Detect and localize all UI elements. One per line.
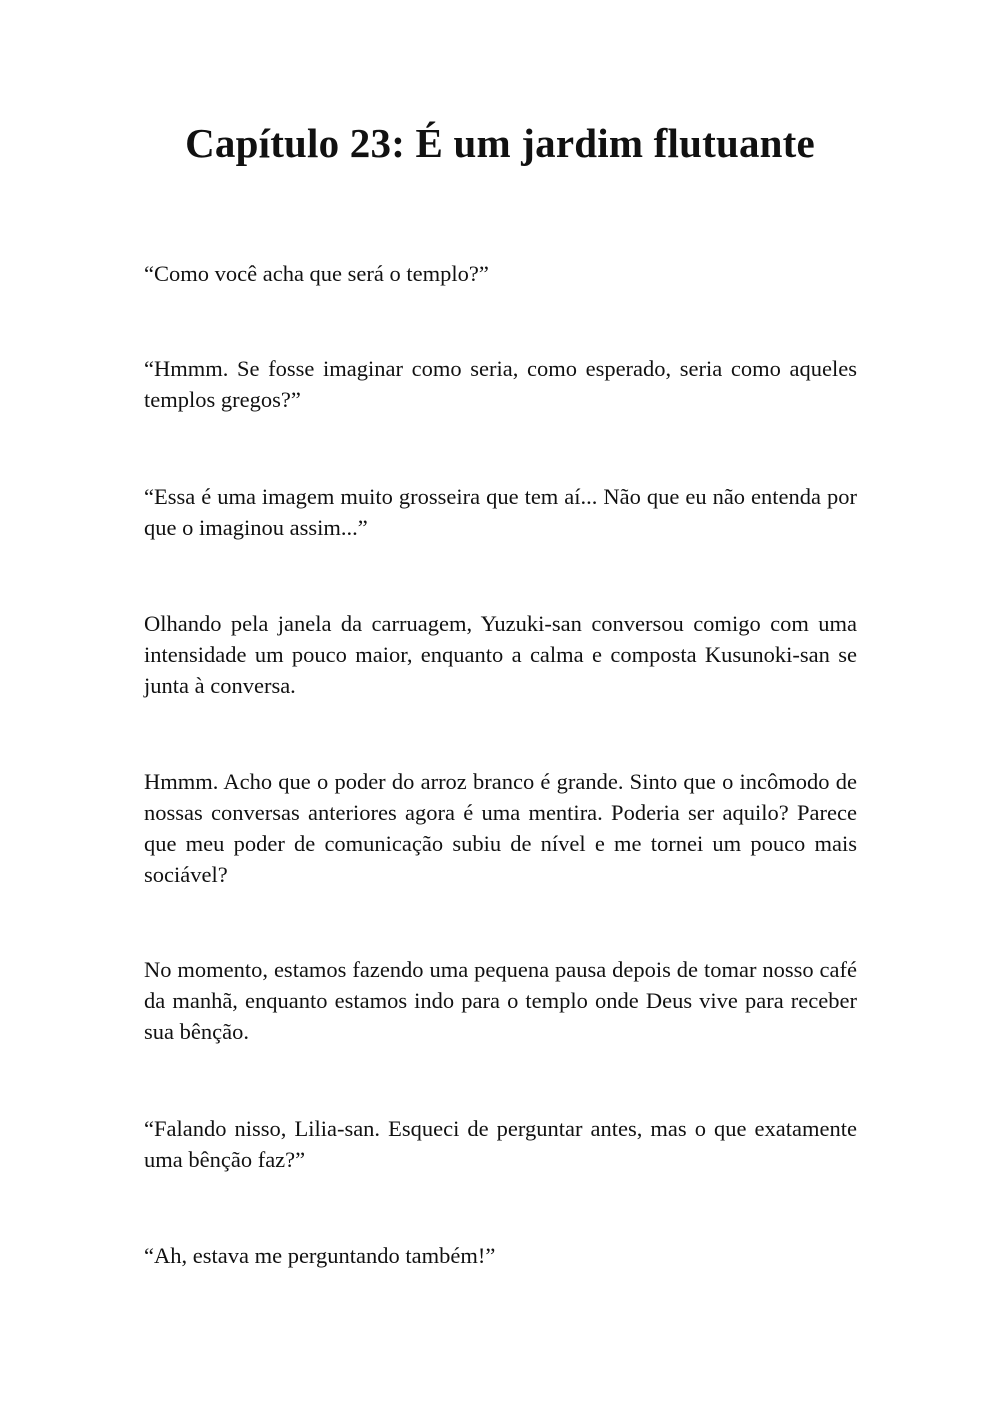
paragraph: “Essa é uma imagem muito grosseira que tem aí... Não que eu não entenda por que o imaginou assim...” (144, 484, 857, 540)
chapter-title: Capítulo 23: É um jardim flutuante (185, 120, 815, 166)
paragraph: “Como você acha que será o templo?” (144, 261, 489, 286)
paragraph: “Falando nisso, Lilia-san. Esqueci de perguntar antes, mas o que exatamente uma bênção faz?” (144, 1116, 857, 1172)
paragraph: “Ah, estava me perguntando também!” (144, 1243, 496, 1268)
paragraph: Hmmm. Acho que o poder do arroz branco é grande. Sinto que o incômodo de nossas conversas anteriores agora é uma mentira. Poderia ser aquilo? Parece que meu poder de comunicação subiu de nível e me tornei um pouco mais sociável? (144, 769, 857, 887)
paragraph: Olhando pela janela da carruagem, Yuzuki-san conversou comigo com uma intensidade um pouco maior, enquanto a calma e composta Kusunoki-san se junta à conversa. (144, 611, 857, 698)
paragraph: No momento, estamos fazendo uma pequena pausa depois de tomar nosso café da manhã, enquanto estamos indo para o templo onde Deus vive para receber sua bênção. (144, 957, 857, 1044)
paragraph: “Hmmm. Se fosse imaginar como seria, como esperado, seria como aqueles templos gregos?” (144, 356, 857, 412)
